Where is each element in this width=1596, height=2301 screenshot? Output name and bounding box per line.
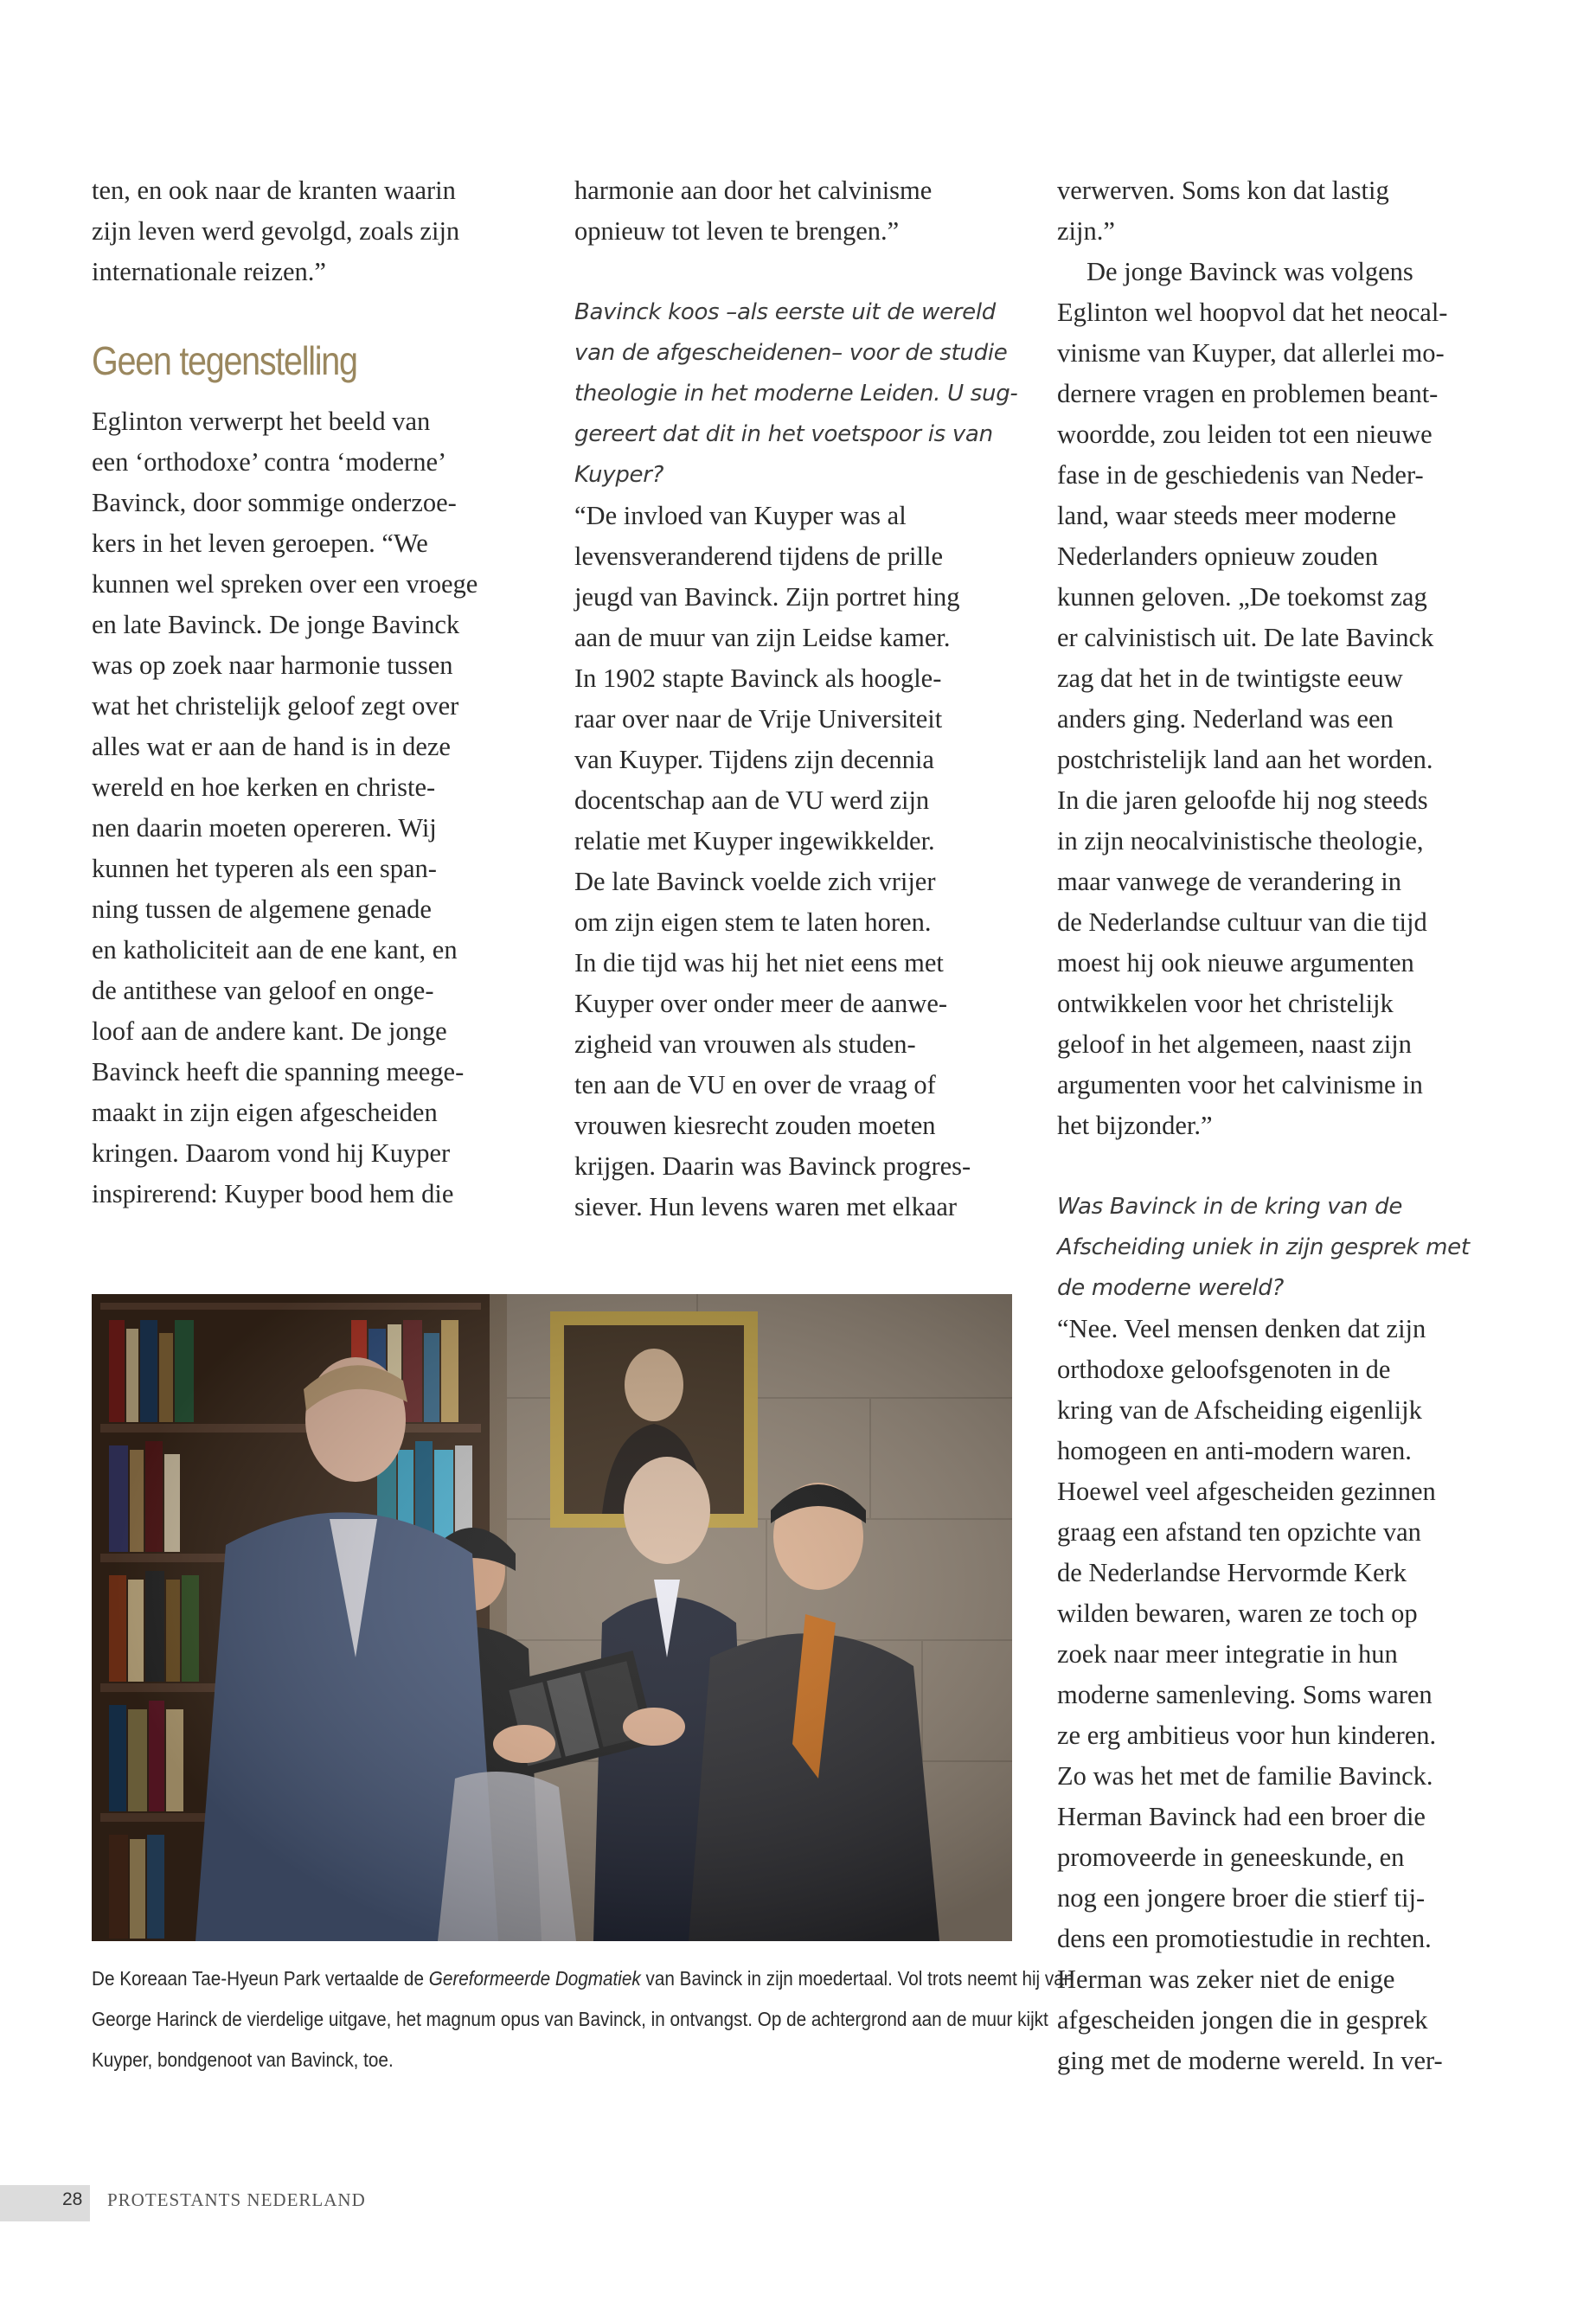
spacer bbox=[574, 252, 1024, 292]
text-line: moderne samenleving. Soms waren bbox=[1057, 1680, 1433, 1709]
text-line: zag dat het in de twintigste eeuw bbox=[1057, 663, 1403, 693]
text-line: In die jaren geloofde hij nog steeds bbox=[1057, 785, 1428, 815]
text-line: zijn.” bbox=[1057, 216, 1115, 246]
page-number: 28 bbox=[62, 2189, 83, 2209]
text-line: argumenten voor het calvinisme in bbox=[1057, 1070, 1423, 1099]
text-line: de moderne wereld? bbox=[1057, 1275, 1285, 1301]
text-line: siever. Hun levens waren met elkaar bbox=[574, 1192, 958, 1221]
text-line: relatie met Kuyper ingewikkelder. bbox=[574, 826, 935, 856]
article-photo bbox=[92, 1294, 1012, 1941]
caption-line-2: George Harinck de vierdelige uitgave, het magnum opus van Bavinck, in ontvangst. Op de achtergrond aan de muur kijkt bbox=[92, 2008, 1048, 2030]
text-line: kring van de Afscheiding eigenlijk bbox=[1057, 1395, 1422, 1425]
publication-name: PROTESTANTS NEDERLAND bbox=[107, 2189, 366, 2210]
text-line: “Nee. Veel mensen denken dat zijn bbox=[1057, 1314, 1426, 1343]
photo-caption bbox=[92, 1958, 1074, 2080]
text-line: kers in het leven geroepen. “We bbox=[92, 529, 428, 558]
text-line: postchristelijk land aan het worden. bbox=[1057, 745, 1433, 774]
text-line: woordde, zou leiden tot een nieuwe bbox=[1057, 420, 1433, 449]
column-1 bbox=[92, 170, 542, 1215]
text-line: er calvinistisch uit. De late Bavinck bbox=[1057, 623, 1434, 652]
text-line: kunnen het typeren als een span- bbox=[92, 854, 437, 883]
text-line: alles wat er aan de hand is in deze bbox=[92, 732, 451, 761]
text-line: graag een afstand ten opzichte van bbox=[1057, 1517, 1421, 1547]
text-line: zoek naar meer integratie in hun bbox=[1057, 1639, 1398, 1669]
text-line: de Nederlandse cultuur van die tijd bbox=[1057, 907, 1427, 937]
text-line: gereert dat dit in het voetspoor is van bbox=[574, 421, 993, 447]
text-line: moest hij ook nieuwe argumenten bbox=[1057, 948, 1414, 977]
text-line: van de afgescheidenen– voor de studie bbox=[574, 340, 1008, 366]
column-2-intro bbox=[574, 170, 1024, 252]
text-line: dens een promotiestudie in rechten. bbox=[1057, 1924, 1432, 1953]
text-line: zigheid van vrouwen als studen- bbox=[574, 1029, 916, 1059]
text-line: Kuyper over onder meer de aanwe- bbox=[574, 989, 948, 1018]
text-line: Herman was zeker niet de enige bbox=[1057, 1965, 1395, 1994]
text-line: inspirerend: Kuyper bood hem die bbox=[92, 1179, 454, 1208]
caption-line-1: De Koreaan Tae-Hyeun Park vertaalde de Gereformeerde Dogmatiek van Bavinck in zijn moedertaal. Vol trots neemt hij van bbox=[92, 1967, 1074, 1990]
text-line: Eglinton verwerpt het beeld van bbox=[92, 407, 431, 436]
text-line: Bavinck heeft die spanning meege- bbox=[92, 1057, 465, 1086]
text-line: nog een jongere broer die stierf tij- bbox=[1057, 1883, 1426, 1913]
text-line: fase in de geschiedenis van Neder- bbox=[1057, 460, 1424, 490]
text-line: anders ging. Nederland was een bbox=[1057, 704, 1394, 734]
text-line: dernere vragen en problemen beant- bbox=[1057, 379, 1439, 408]
text-line: afgescheiden jongen die in gesprek bbox=[1057, 2005, 1428, 2035]
text-line: vinisme van Kuyper, dat allerlei mo- bbox=[1057, 338, 1445, 368]
text-line: internationale reizen.” bbox=[92, 257, 326, 286]
text-line: land, waar steeds meer moderne bbox=[1057, 501, 1397, 530]
text-line: en late Bavinck. De jonge Bavinck bbox=[92, 610, 460, 639]
text-line: Zo was het met de familie Bavinck. bbox=[1057, 1761, 1433, 1791]
text-line: levensveranderend tijdens de prille bbox=[574, 542, 943, 571]
text-line: in zijn neocalvinistische theologie, bbox=[1057, 826, 1424, 856]
text-line: wilden bewaren, waren ze toch op bbox=[1057, 1599, 1418, 1628]
section-heading: Geen tegenstelling bbox=[92, 338, 357, 383]
text-line: De jonge Bavinck was volgens bbox=[1086, 257, 1413, 286]
text-line: de antithese van geloof en onge- bbox=[92, 976, 434, 1005]
text-line: een ‘orthodoxe’ contra ‘moderne’ bbox=[92, 447, 447, 477]
text-line: In die tijd was hij het niet eens met bbox=[574, 948, 944, 977]
text-line: raar over naar de Vrije Universiteit bbox=[574, 704, 943, 734]
text-line: promoveerde in geneeskunde, en bbox=[1057, 1843, 1405, 1872]
text-line: Hoewel veel afgescheiden gezinnen bbox=[1057, 1477, 1436, 1506]
text-line: theologie in het moderne Leiden. U sug- bbox=[574, 381, 1018, 407]
text-line: Kuyper? bbox=[574, 462, 664, 488]
column-1-intro bbox=[92, 170, 542, 292]
text-line: maar vanwege de verandering in bbox=[1057, 867, 1402, 896]
column-1-body bbox=[92, 401, 542, 1215]
text-line: nen daarin moeten opereren. Wij bbox=[92, 813, 437, 843]
text-line: Bavinck, door sommige onderzoe- bbox=[92, 488, 457, 517]
text-line: homogeen en anti-modern waren. bbox=[1057, 1436, 1412, 1465]
book-title: Gereformeerde Dogmatiek bbox=[428, 1967, 641, 1990]
text-line: In 1902 stapte Bavinck als hoogle- bbox=[574, 663, 942, 693]
text-line: Was Bavinck in de kring van de bbox=[1057, 1194, 1403, 1220]
text-line: aan de muur van zijn Leidse kamer. bbox=[574, 623, 951, 652]
text-line: Afscheiding uniek in zijn gesprek met bbox=[1057, 1234, 1470, 1260]
text-line: kunnen wel spreken over een vroege bbox=[92, 569, 478, 599]
text-line: wat het christelijk geloof zegt over bbox=[92, 691, 459, 721]
text-line: krijgen. Daarin was Bavinck progres- bbox=[574, 1151, 971, 1181]
text-line: ten, en ook naar de kranten waarin bbox=[92, 176, 456, 205]
text-line: verwerven. Soms kon dat lastig bbox=[1057, 176, 1389, 205]
text-line: ten aan de VU en over de vraag of bbox=[574, 1070, 936, 1099]
column-3-intro bbox=[1057, 170, 1507, 252]
text-line: vrouwen kiesrecht zouden moeten bbox=[574, 1111, 936, 1140]
text-line: de Nederlandse Hervormde Kerk bbox=[1057, 1558, 1407, 1587]
text-line: ning tussen de algemene genade bbox=[92, 894, 432, 924]
text-line: geloof in het algemeen, naast zijn bbox=[1057, 1029, 1412, 1059]
text-line: en katholiciteit aan de ene kant, en bbox=[92, 935, 458, 965]
column-3 bbox=[1057, 170, 1507, 2081]
interview-question-2 bbox=[1057, 1187, 1507, 1309]
text-line: kringen. Daarom vond hij Kuyper bbox=[92, 1138, 451, 1168]
text-line: jeugd van Bavinck. Zijn portret hing bbox=[574, 582, 960, 612]
text-line: het bijzonder.” bbox=[1057, 1111, 1213, 1140]
text-line: maakt in zijn eigen afgescheiden bbox=[92, 1098, 438, 1127]
interview-question-1 bbox=[574, 292, 1024, 496]
text-line: De late Bavinck voelde zich vrijer bbox=[574, 867, 936, 896]
text-line: ontwikkelen voor het christelijk bbox=[1057, 989, 1394, 1018]
column-2-body bbox=[574, 496, 1024, 1227]
text-line: harmonie aan door het calvinisme bbox=[574, 176, 933, 205]
column-3-paragraph bbox=[1057, 252, 1507, 1146]
text-line: zijn leven werd gevolgd, zoals zijn bbox=[92, 216, 460, 246]
text-line: om zijn eigen stem te laten horen. bbox=[574, 907, 932, 937]
text-line: docentschap aan de VU werd zijn bbox=[574, 785, 930, 815]
text-line: loof aan de andere kant. De jonge bbox=[92, 1016, 447, 1046]
text-line: ze erg ambitieus voor hun kinderen. bbox=[1057, 1721, 1437, 1750]
text-line: ging met de moderne wereld. In ver- bbox=[1057, 2046, 1443, 2075]
text-line: Eglinton wel hoopvol dat het neocal- bbox=[1057, 298, 1448, 327]
text-line: kunnen geloven. „De toekomst zag bbox=[1057, 582, 1427, 612]
caption-line-3: Kuyper, bondgenoot van Bavinck, toe. bbox=[92, 2048, 394, 2071]
column-2 bbox=[574, 170, 1024, 1227]
text-line: was op zoek naar harmonie tussen bbox=[92, 651, 453, 680]
text-line: wereld en hoe kerken en christe- bbox=[92, 772, 436, 802]
text-line: opnieuw tot leven te brengen.” bbox=[574, 216, 900, 246]
column-3-body bbox=[1057, 1309, 1507, 2081]
spacer bbox=[1057, 1146, 1507, 1187]
text-line: “De invloed van Kuyper was al bbox=[574, 501, 907, 530]
text-line: Nederlanders opnieuw zouden bbox=[1057, 542, 1378, 571]
text-line: Bavinck koos –als eerste uit de wereld bbox=[574, 299, 997, 325]
text-line: orthodoxe geloofsgenoten in de bbox=[1057, 1355, 1391, 1384]
text-line: van Kuyper. Tijdens zijn decennia bbox=[574, 745, 934, 774]
text-line: Herman Bavinck had een broer die bbox=[1057, 1802, 1426, 1831]
